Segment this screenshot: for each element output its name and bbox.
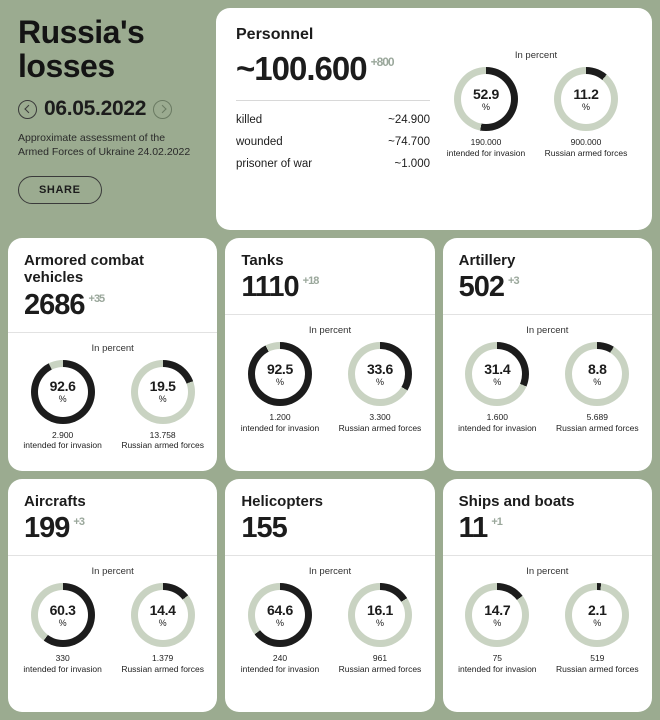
donuts-title: In percent [526,325,569,337]
approximate-note: Approximate assessment of the Armed Forces of Ukraine 24.02.2022 [18,132,191,159]
donut-caption [117,653,209,674]
donuts-title: In percent [308,566,352,578]
donut-caption-text: intended for invasion [458,422,537,433]
category-total [24,289,201,322]
category-total-value: 11 [458,512,488,545]
category-total [459,271,636,304]
donut-block [540,67,632,158]
donut-percent: 14.4 [149,601,176,618]
donut-caption-text: intended for invasion [458,663,537,674]
category-card-tanks [225,238,434,471]
table-row [236,131,430,153]
donut-caption [451,412,543,433]
donut-chart [31,583,95,647]
category-title: Tanks [241,252,284,269]
table-row [236,153,430,175]
donut-caption-number: 75 [492,653,503,664]
donut-caption-text: Russian armed forces [121,663,204,674]
donut-caption [540,137,632,158]
category-card-aircrafts [8,479,217,712]
donut-chart [348,342,412,406]
date-navigator [18,97,198,121]
category-total-value: 199 [24,512,70,545]
personnel-delta: +800 [370,55,394,69]
donut-percent: 52.9 [472,85,500,102]
donut-percent-symbol: % [593,617,602,628]
donut-block [334,583,426,674]
donut-caption [334,412,426,433]
row-value: ~74.700 [388,136,430,148]
category-delta: +1 [491,516,502,529]
donut-percent: 92.6 [49,378,76,394]
donut-caption-text: Russian armed forces [544,147,628,158]
donut-chart [565,342,629,406]
category-total-value: 155 [241,512,287,545]
category-card-armored-combat-vehicles [8,238,217,471]
donut-block [451,342,543,433]
category-row-2 [8,479,652,712]
category-row-1 [8,238,652,471]
row-value: ~24.900 [388,114,430,126]
category-title: Aircrafts [24,493,86,510]
category-total-value: 1110 [241,271,299,304]
donut-block [117,360,209,451]
donut-caption-number: 3.300 [369,412,391,423]
category-total [24,512,201,545]
donuts-title: In percent [91,566,134,578]
table-row [236,109,430,131]
donut-block [440,67,532,158]
category-title: Armored combat vehicles [24,252,145,287]
chevron-right-icon[interactable] [153,100,172,119]
donut-percent-symbol: % [581,101,590,112]
current-date: 06.05.2022 [44,97,147,121]
donut-caption-text: intended for invasion [23,440,102,451]
category-delta: +3 [508,275,519,288]
donuts-title: In percent [308,325,352,337]
donut-caption-text: Russian armed forces [121,440,204,451]
donut-percent-symbol: % [375,376,384,387]
donut-caption [17,653,109,674]
donut-block [551,583,643,674]
category-donuts [443,556,652,712]
donut-percent-symbol: % [158,394,167,404]
donut-caption-number: 240 [272,653,288,664]
donut-caption [551,653,643,674]
donut-caption-number: 961 [372,653,388,664]
donut-chart [465,583,529,647]
personnel-breakdown [236,109,430,175]
category-title: Ships and boats [458,493,575,510]
donut-chart [248,342,312,406]
donut-chart [465,342,529,406]
donuts-title: In percent [526,566,569,578]
donut-percent-symbol: % [375,617,384,628]
donut-chart [565,583,629,647]
donut-caption [17,430,109,451]
donut-chart [454,67,518,131]
category-total [241,512,418,545]
donut-percent-symbol: % [593,376,602,387]
donut-percent: 19.5 [149,378,176,394]
category-donuts [225,315,434,471]
donut-caption-number: 1.379 [152,653,174,664]
donut-percent-symbol: % [275,376,284,387]
donut-caption-text: Russian armed forces [338,663,422,674]
donut-caption-text: intended for invasion [446,147,526,158]
donut-caption-number: 5.689 [586,412,608,423]
donut-chart [248,583,312,647]
donut-caption [551,412,643,433]
row-label: prisoner of war [236,158,313,170]
donut-caption-text: Russian armed forces [338,422,422,433]
donut-block [334,342,426,433]
donut-percent: 31.4 [484,360,511,377]
chevron-left-icon[interactable] [18,100,37,119]
donut-block [234,583,326,674]
donut-caption-text: intended for invasion [240,422,320,433]
donut-caption-number: 900.000 [570,137,602,147]
header-panel [8,8,208,230]
category-card-artillery [443,238,652,471]
donut-block [17,360,109,451]
category-delta: +35 [88,292,105,305]
category-total [241,271,418,304]
donut-caption [234,412,326,433]
donut-caption [234,653,326,674]
donut-caption-number: 13.758 [149,429,176,440]
category-donuts [443,315,652,471]
row-label: wounded [236,136,283,148]
category-donuts [8,333,217,472]
donut-chart [554,67,618,131]
donut-caption [440,137,532,158]
donut-caption-number: 1.600 [486,412,508,423]
donut-block [17,583,109,674]
donut-caption-text: intended for invasion [240,663,320,674]
category-title: Artillery [458,252,516,269]
donut-percent: 8.8 [588,360,607,377]
divider [236,100,430,101]
category-donuts [225,556,434,712]
donut-percent: 11.2 [573,85,599,102]
donut-caption-number: 2.900 [52,429,74,440]
donut-caption-text: intended for invasion [23,663,102,674]
row-label: killed [236,114,263,126]
donut-percent-symbol: % [493,376,502,387]
donut-caption [334,653,426,674]
personnel-total-value: ~100.600 [236,50,367,87]
category-total [459,512,636,545]
top-row [8,8,652,230]
donut-block [234,342,326,433]
personnel-title: Personnel [236,26,314,43]
category-donuts [8,556,217,712]
donut-percent: 33.6 [366,360,394,377]
donut-percent: 16.1 [366,601,394,618]
category-delta: +18 [302,275,319,288]
donut-chart [348,583,412,647]
category-card-ships-and-boats [443,479,652,712]
donut-block [551,342,643,433]
personnel-total [236,50,430,88]
donuts-title: In percent [514,50,558,61]
donut-percent-symbol: % [158,617,167,628]
category-total-value: 2686 [24,288,85,321]
category-total-value: 502 [458,271,505,304]
donut-block [451,583,543,674]
donut-chart [131,360,195,424]
personnel-donuts [440,50,632,212]
donut-caption-number: 330 [55,653,70,664]
donut-percent: 64.6 [266,601,294,618]
donut-caption-text: Russian armed forces [555,663,639,674]
row-value: ~1.000 [394,158,430,170]
donut-percent: 2.1 [588,601,607,618]
donut-caption-text: Russian armed forces [555,422,639,433]
donut-caption [451,653,543,674]
share-button[interactable]: SHARE [18,176,102,204]
donut-caption-number: 190.000 [470,137,502,147]
donut-percent: 92.5 [266,360,294,377]
donut-caption-number: 519 [590,653,605,664]
donut-percent-symbol: % [275,617,284,628]
donut-block [117,583,209,674]
donut-caption-number: 1.200 [269,412,291,423]
page-title: Russia's losses [18,14,145,84]
donut-chart [131,583,195,647]
donut-caption [117,430,209,451]
donut-percent-symbol: % [481,101,490,112]
donuts-title: In percent [91,342,134,354]
category-delta: +3 [73,516,84,529]
personnel-card [216,8,652,230]
donut-percent: 60.3 [49,601,76,618]
donut-percent-symbol: % [493,617,502,628]
category-card-helicopters [225,479,434,712]
donut-percent-symbol: % [58,617,67,628]
donut-percent: 14.7 [484,601,511,618]
donut-percent-symbol: % [58,394,67,404]
category-title: Helicopters [241,493,324,510]
donut-chart [31,360,95,424]
